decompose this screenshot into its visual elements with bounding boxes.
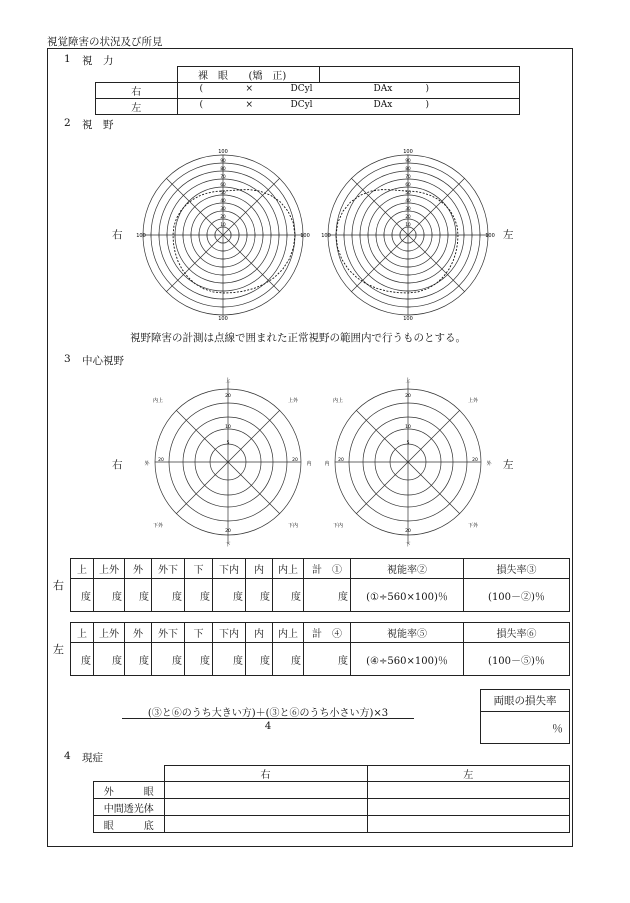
cell[interactable]: (④÷560×100)％ [351, 643, 464, 676]
svg-text:50: 50 [220, 190, 226, 195]
cell[interactable]: 度 [125, 643, 152, 676]
cell[interactable]: 度 [185, 643, 213, 676]
cell[interactable]: (①÷560×100)％ [351, 579, 464, 612]
svg-text:10: 10 [405, 425, 411, 430]
svg-text:上: 上 [405, 378, 411, 384]
acuity-row-right-label: 右 [96, 83, 178, 99]
cell[interactable]: 度 [273, 643, 304, 676]
scale-label-bottom: 100 [218, 316, 228, 322]
header-naked-eye: 裸 眼 [177, 67, 249, 83]
formula-denominator: 4 [264, 721, 272, 732]
cell[interactable]: 度 [94, 643, 125, 676]
findings-row-label: 外 眼 [94, 782, 165, 799]
hdr: 下内 [213, 623, 246, 643]
svg-text:下外: 下外 [152, 523, 164, 529]
cell[interactable]: 度 [71, 579, 94, 612]
findings-cell[interactable] [367, 816, 570, 833]
scale-label-bottom: 100 [403, 316, 413, 322]
hdr: 外下 [152, 559, 185, 579]
svg-text:20: 20 [405, 529, 411, 534]
section4-title: 現症 [82, 752, 103, 764]
findings-col-left: 左 [367, 766, 570, 782]
cell[interactable]: (100－⑤)％ [464, 643, 570, 676]
hdr: 計 ① [304, 559, 351, 579]
formula-numerator: (③と⑥のうち大きい方)＋(③と⑥のうち小さい方)×3 [147, 708, 389, 719]
svg-text:上外: 上外 [467, 398, 479, 404]
hdr: 内 [246, 623, 273, 643]
svg-text:下: 下 [225, 542, 231, 547]
hdr: 外 [125, 623, 152, 643]
hdr: 下 [185, 559, 213, 579]
hdr: 内上 [273, 623, 304, 643]
visual-field-grid [143, 155, 303, 315]
hdr: 上外 [94, 623, 125, 643]
ring-labels [220, 158, 226, 227]
hdr: 計 ④ [304, 623, 351, 643]
cell[interactable]: 度 [304, 579, 351, 612]
findings-row-label: 眼 底 [94, 816, 165, 833]
hdr: 損失率③ [464, 559, 570, 579]
central-field-table-right [70, 558, 570, 612]
cell[interactable]: 度 [304, 643, 351, 676]
svg-text:60: 60 [405, 182, 411, 187]
svg-text:上外: 上外 [287, 398, 299, 404]
svg-text:90: 90 [405, 158, 411, 163]
findings-table [93, 765, 570, 833]
svg-text:内: 内 [306, 461, 312, 467]
binocular-loss-box [480, 689, 570, 744]
section3-title: 中心視野 [82, 355, 124, 367]
field-left-label: 左 [503, 229, 514, 241]
svg-text:70: 70 [405, 174, 411, 179]
svg-text:内上: 内上 [332, 398, 344, 404]
central-field-chart-left [323, 377, 493, 547]
table-left-side-label: 左 [53, 643, 64, 656]
hdr: 損失率⑥ [464, 623, 570, 643]
svg-text:90: 90 [220, 158, 226, 163]
svg-text:40: 40 [405, 198, 411, 203]
hdr: 視能率⑤ [351, 623, 464, 643]
section1-title: 視 力 [82, 55, 114, 67]
scale-label-left: 100 [321, 233, 331, 239]
header-corrected: (矯 正) [249, 67, 320, 83]
visual-field-grid [328, 155, 488, 315]
hdr: 外 [125, 559, 152, 579]
svg-text:20: 20 [225, 529, 231, 534]
findings-col-right: 右 [164, 766, 367, 782]
svg-text:内上: 内上 [152, 398, 164, 404]
table-right-side-label: 右 [53, 579, 64, 592]
svg-text:20: 20 [158, 458, 164, 463]
svg-text:下: 下 [405, 542, 411, 547]
svg-text:80: 80 [220, 166, 226, 171]
svg-text:60: 60 [220, 182, 226, 187]
findings-cell[interactable] [367, 782, 570, 799]
svg-text:70: 70 [220, 174, 226, 179]
field-right-label: 右 [112, 229, 123, 241]
cell[interactable]: 度 [185, 579, 213, 612]
central-field-grid [152, 380, 301, 544]
visual-field-chart-right [135, 147, 311, 323]
scale-label-right: 100 [485, 233, 495, 239]
acuity-row-left-label: 左 [96, 99, 178, 115]
svg-text:20: 20 [225, 394, 231, 399]
hdr: 上 [71, 559, 94, 579]
section1-number: 1 [64, 53, 71, 65]
cell[interactable]: 度 [246, 643, 273, 676]
cell[interactable]: 度 [125, 579, 152, 612]
svg-text:50: 50 [405, 190, 411, 195]
cell[interactable]: 度 [152, 579, 185, 612]
section2-title: 視 野 [82, 119, 114, 131]
central-right-label: 右 [112, 459, 123, 471]
svg-text:20: 20 [338, 458, 344, 463]
findings-cell[interactable] [164, 782, 367, 799]
svg-text:外: 外 [486, 461, 492, 467]
svg-text:10: 10 [220, 222, 226, 227]
binocular-label: 両眼の損失率 [481, 690, 570, 712]
cell[interactable]: 度 [94, 579, 125, 612]
visual-field-note: 視野障害の計測は点線で囲まれた正常視野の範囲内で行うものとする。 [130, 332, 466, 344]
svg-text:5: 5 [226, 441, 230, 446]
hdr: 上外 [94, 559, 125, 579]
scale-label-top: 100 [218, 149, 228, 155]
cell[interactable]: 度 [213, 643, 246, 676]
svg-text:80: 80 [405, 166, 411, 171]
svg-text:10: 10 [405, 222, 411, 227]
svg-text:下内: 下内 [287, 523, 299, 529]
svg-text:20: 20 [292, 458, 298, 463]
svg-text:30: 30 [405, 206, 411, 211]
hdr: 外下 [152, 623, 185, 643]
svg-text:20: 20 [405, 394, 411, 399]
hdr: 下 [185, 623, 213, 643]
svg-text:20: 20 [405, 214, 411, 219]
section4-number: 4 [64, 750, 71, 762]
cell[interactable]: 度 [273, 579, 304, 612]
svg-text:5: 5 [406, 441, 410, 446]
svg-text:20: 20 [220, 214, 226, 219]
hdr: 視能率② [351, 559, 464, 579]
svg-text:40: 40 [220, 198, 226, 203]
cell[interactable]: 度 [71, 643, 94, 676]
findings-row-label: 中間透光体 [94, 799, 165, 816]
binocular-value-field[interactable]: ％ [481, 712, 570, 744]
cell[interactable]: 度 [213, 579, 246, 612]
cell[interactable]: 度 [152, 643, 185, 676]
scale-label-left: 100 [136, 233, 146, 239]
findings-cell[interactable] [164, 816, 367, 833]
scale-label-top: 100 [403, 149, 413, 155]
findings-cell[interactable] [367, 799, 570, 816]
svg-text:上: 上 [225, 378, 231, 384]
central-left-label: 左 [503, 459, 514, 471]
acuity-right-field[interactable]: ( × DCyl DAx ) [177, 83, 520, 99]
section2-number: 2 [64, 117, 71, 129]
hdr: 下内 [213, 559, 246, 579]
svg-text:30: 30 [220, 206, 226, 211]
cell[interactable]: (100－②)％ [464, 579, 570, 612]
central-field-table-left [70, 622, 570, 676]
section3-number: 3 [64, 353, 71, 365]
header-blank [319, 67, 520, 83]
svg-text:内: 内 [324, 461, 330, 467]
scale-label-right: 100 [300, 233, 310, 239]
findings-cell[interactable] [164, 799, 367, 816]
svg-text:外: 外 [144, 461, 150, 467]
svg-text:下内: 下内 [332, 523, 344, 529]
central-field-grid [332, 380, 481, 544]
hdr: 内上 [273, 559, 304, 579]
svg-text:下外: 下外 [467, 523, 479, 529]
document-title: 視覚障害の状況及び所見 [47, 36, 163, 48]
visual-acuity-table [95, 66, 520, 115]
hdr: 上 [71, 623, 94, 643]
visual-field-chart-left [320, 147, 496, 323]
central-field-chart-right [143, 377, 313, 547]
svg-text:10: 10 [225, 425, 231, 430]
hdr: 内 [246, 559, 273, 579]
cell[interactable]: 度 [246, 579, 273, 612]
ring-labels [405, 158, 411, 227]
acuity-left-field[interactable]: ( × DCyl DAx ) [177, 99, 520, 115]
fraction-bar [122, 718, 414, 719]
svg-text:20: 20 [472, 458, 478, 463]
